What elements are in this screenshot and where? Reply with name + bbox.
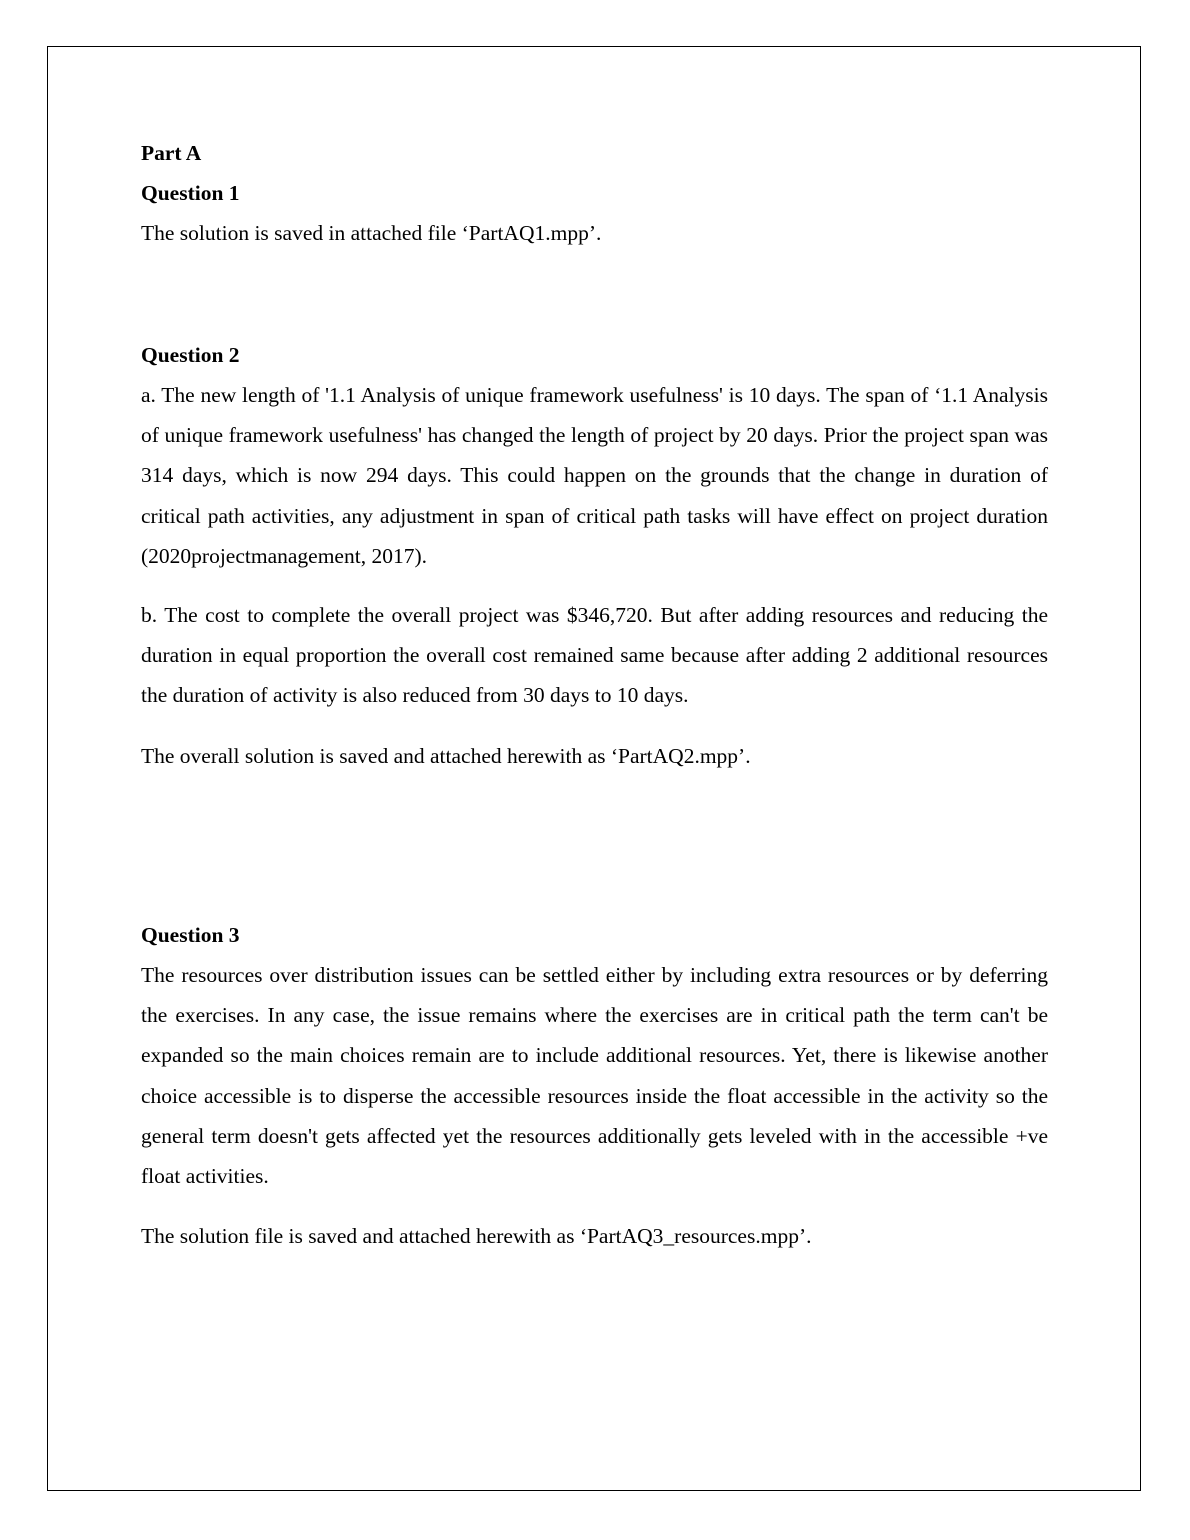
- question-2-solution: The overall solution is saved and attached herewith as ‘PartAQ2.mpp’.: [141, 744, 751, 768]
- question-3-para: The resources over distribution issues can be settled either by including extra resources or by deferring the exercises. In any case, the issue remains where the exercises are in critical path the term can't be expanded so the main choices remain are to include additional resources. Yet, there is likewise another choice accessible is to disperse the accessible resources inside the float accessible in the activity so the general term doesn't gets affected yet the resources additionally gets leveled with in the accessible +ve float activities.: [141, 963, 1048, 1189]
- question-3-section: [141, 915, 1048, 1196]
- question-2-heading: Question 2: [141, 343, 240, 367]
- question-3-heading: Question 3: [141, 923, 240, 947]
- question-2-solution-section: [141, 736, 1048, 776]
- question-2-para-a: a. The new length of '1.1 Analysis of unique framework usefulness' is 10 days. The span of ‘1.1 Analysis of unique framework usefulness' has changed the length of project by 20 days. Prior the project span was 314 days, which is now 294 days. This could happen on the grounds that the change in duration of critical path activities, any adjustment in span of critical path tasks will have effect on project duration (2020projectmanagement, 2017).: [141, 383, 1048, 568]
- question-3-solution: The solution file is saved and attached herewith as ‘PartAQ3_resources.mpp’.: [141, 1224, 812, 1248]
- question-2-section: [141, 335, 1048, 576]
- question-1-heading: Question 1: [141, 181, 240, 205]
- question-1-text: The solution is saved in attached file ‘PartAQ1.mpp’.: [141, 221, 602, 245]
- question-2-para-b: b. The cost to complete the overall project was $346,720. But after adding resources and reducing the duration in equal proportion the overall cost remained same because after adding 2 additional resources the duration of activity is also reduced from 30 days to 10 days.: [141, 603, 1048, 708]
- question-2-section-b: [141, 595, 1048, 716]
- question-3-solution-section: [141, 1216, 1048, 1256]
- part-title: Part A: [141, 141, 202, 165]
- part-a-section: [141, 133, 1048, 253]
